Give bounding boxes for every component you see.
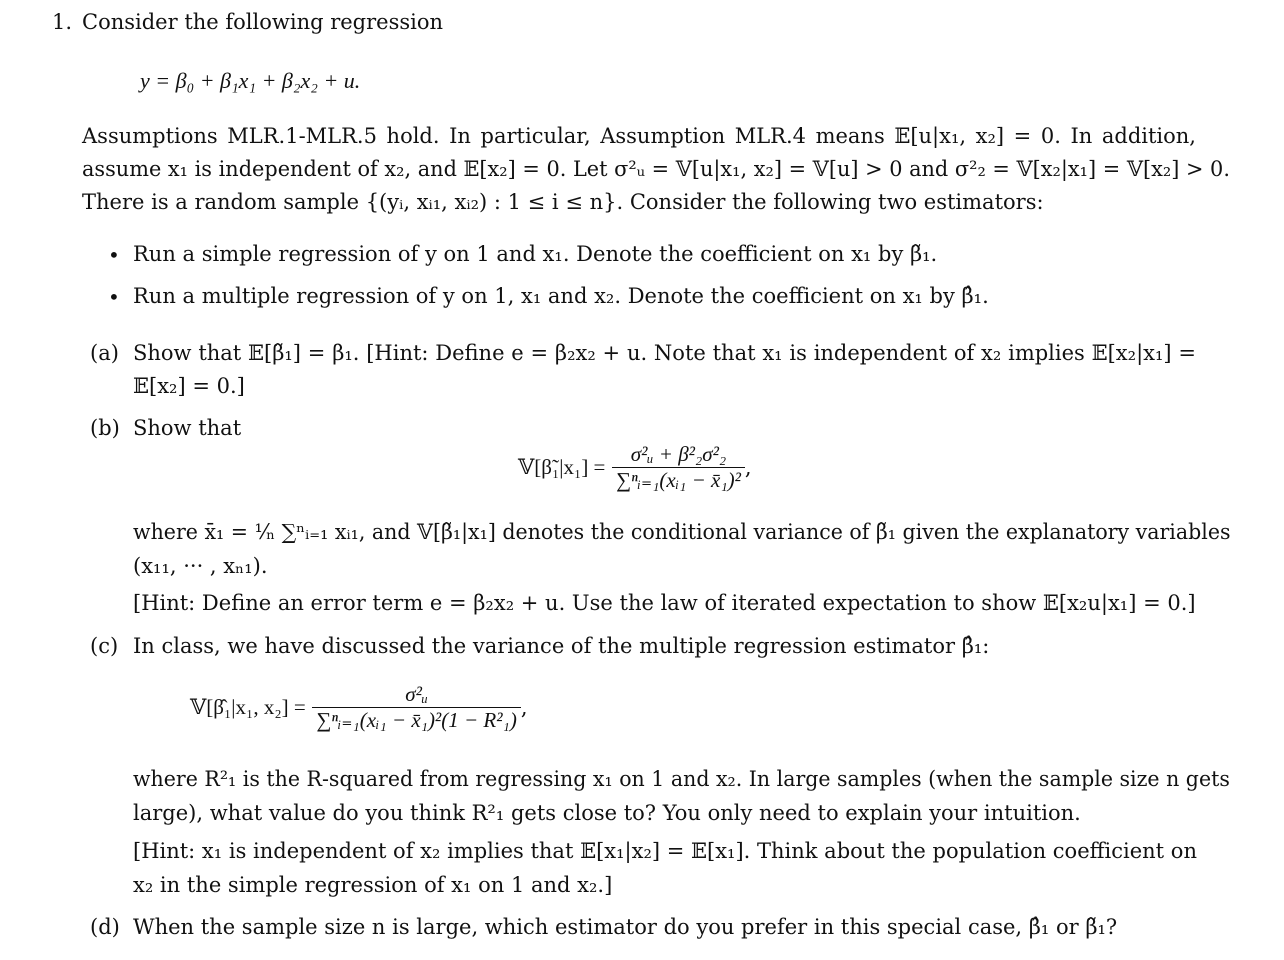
formula-comma: ,: [744, 455, 752, 480]
part-b-where-2: (x₁₁, ··· , xₙ₁).: [133, 554, 268, 578]
bullet-dot: •: [108, 285, 120, 309]
part-c-where-1: where R²₁ is the R-squared from regressing x₁ on 1 and x₂. In large samples (when the sample size n gets: [133, 767, 1230, 791]
problem-intro: Consider the following regression: [82, 10, 444, 34]
part-c-hint-1: [Hint: x₁ is independent of x₂ implies that 𝔼[x₁|x₂] = 𝔼[x₁]. Think about the population coefficient on: [133, 839, 1197, 863]
estimator-simple: Run a simple regression of y on 1 and x₁. Denote the coefficient on x₁ by β̃₁.: [133, 242, 938, 266]
problem-number: 1.: [52, 10, 73, 34]
part-c-label: (c): [90, 634, 119, 658]
variance-formula-multiple: [190, 682, 528, 733]
formula-lhs: 𝕍[β̂₁|x₁, x₂] =: [190, 695, 306, 719]
part-d-question: When the sample size n is large, which estimator do you prefer in this special case, β̂₁ or β̃₁?: [133, 915, 1118, 939]
part-a-line-1: Show that 𝔼[β̃₁] = β₁. [Hint: Define e = β₂x₂ + u. Note that x₁ is independent of x₂ implies 𝔼[x₂|x₁] =: [133, 341, 1196, 365]
part-b-hint: [Hint: Define an error term e = β₂x₂ + u. Use the law of iterated expectation to show 𝔼[x₂u|x₁] = 0.]: [133, 591, 1196, 615]
formula-fraction: [312, 682, 520, 733]
formula-numerator: σ²ᵤ: [312, 682, 520, 708]
part-b-label: (b): [90, 416, 120, 440]
assumptions-line-1: Assumptions MLR.1-MLR.5 hold. In particular, Assumption MLR.4 means 𝔼[u|x₁, x₂] = 0. In addition,: [82, 124, 1196, 148]
part-c-hint-2: x₂ in the simple regression of x₁ on 1 and x₂.]: [133, 873, 613, 897]
variance-formula-simple: [518, 442, 752, 493]
assumptions-line-3: There is a random sample {(yᵢ, xᵢ₁, xᵢ₂) : 1 ≤ i ≤ n}. Consider the following two estimators:: [82, 190, 1044, 214]
formula-lhs: 𝕍[β̃₁|x₁] =: [518, 455, 606, 479]
formula-fraction: [612, 442, 745, 493]
estimator-multiple: Run a multiple regression of y on 1, x₁ and x₂. Denote the coefficient on x₁ by β̂₁.: [133, 284, 989, 308]
formula-numerator: σ²ᵤ + β²₂σ²₂: [612, 442, 745, 468]
part-c-intro: In class, we have discussed the variance of the multiple regression estimator β̂₁:: [133, 634, 990, 658]
part-a-label: (a): [90, 341, 119, 365]
bullet-dot: •: [108, 243, 120, 267]
part-a-line-2: 𝔼[x₂] = 0.]: [133, 374, 245, 398]
assumptions-line-2: assume x₁ is independent of x₂, and 𝔼[x₂] = 0. Let σ²ᵤ = 𝕍[u|x₁, x₂] = 𝕍[u] > 0 and σ²₂ = 𝕍[x₂|x₁] = 𝕍[x₂] > 0.: [82, 157, 1230, 181]
formula-denominator: ∑ⁿᵢ₌₁(xᵢ₁ − x̄₁)²: [616, 468, 741, 492]
formula-comma: ,: [520, 695, 528, 720]
part-b-where-1: where x̄₁ = ¹⁄ₙ ∑ⁿᵢ₌₁ xᵢ₁, and 𝕍[β̃₁|x₁] denotes the conditional variance of β̃₁ given the explanatory variables: [133, 520, 1231, 544]
regression-model: y = β₀ + β₁x₁ + β₂x₂ + u.: [140, 68, 361, 93]
part-d-label: (d): [90, 915, 120, 939]
part-b-intro: Show that: [133, 416, 242, 440]
formula-denominator: ∑ⁿᵢ₌₁(xᵢ₁ − x̄₁)²(1 − R²₁): [316, 708, 517, 732]
part-c-where-2: large), what value do you think R²₁ gets close to? You only need to explain your intuition.: [133, 801, 1081, 825]
